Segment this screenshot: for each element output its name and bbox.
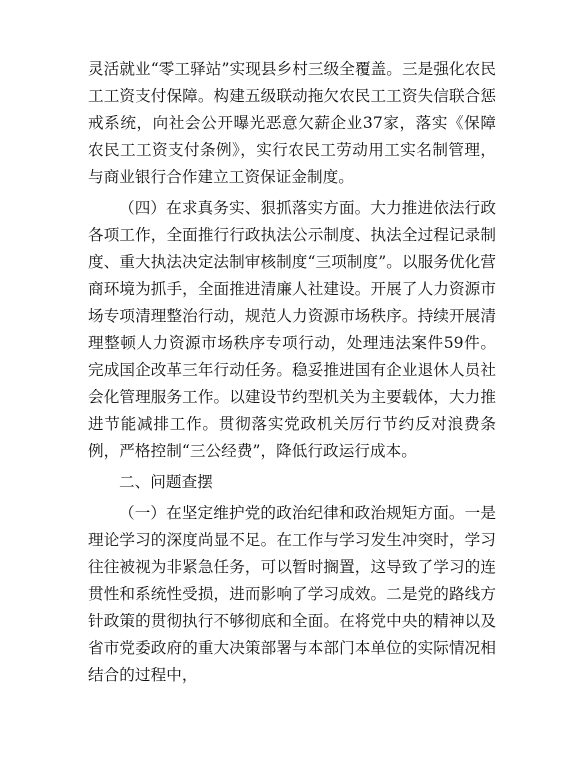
paragraph-wage-guarantee: 灵活就业“零工驿站”实现县乡村三级全覆盖。三是强化农民工工资支付保障。构建五级联动拖欠农民工工资失信联合惩戒系统，向社会公开曝光恶意欠薪企业37家，落实《保障农民工工资支付条例》，实行农民工劳动用工实名制管理，与商业银行合作建立工资保证金制度。 — [88, 60, 496, 186]
paragraph-political-discipline: （一）在坚定维护党的政治纪律和政治规矩方面。一是理论学习的深度尚显不足。在工作与学习发生冲突时，学习往往被视为非紧急任务，可以暂时搁置，这导致了学习的连贯性和系统性受损，进而影响了学习成效。二是党的路线方针政策的贯彻执行不够彻底和全面。在将党中央的精神以及省市党委政府的重大决策部署与本部门本单位的实际情况相结合的过程中， — [88, 504, 496, 684]
section-heading-problems: 二、问题查摆 — [119, 473, 213, 491]
paragraph-practical-implementation: （四）在求真务实、狠抓落实方面。大力推进依法行政各项工作，全面推行行政执法公示制度、执法全过程记录制度、重大执法决定法制审核制度“三项制度”。以服务优化营商环境为抓手，全面推进清廉人社建设。开展了人力资源市场专项清理整治行动，规范人力资源市场秩序。持续开展清理整顿人力资源市场秩序专项行动，处理违法案件59件。完成国企改革三年行动任务。稳妥推进国有企业退休人员社会化管理服务工作。以建设节约型机关为主要载体，大力推进节能减排工作。贯彻落实党政机关厉行节约反对浪费条例，严格控制“三公经费”，降低行政运行成本。 — [88, 199, 496, 460]
document-body — [88, 56, 496, 689]
